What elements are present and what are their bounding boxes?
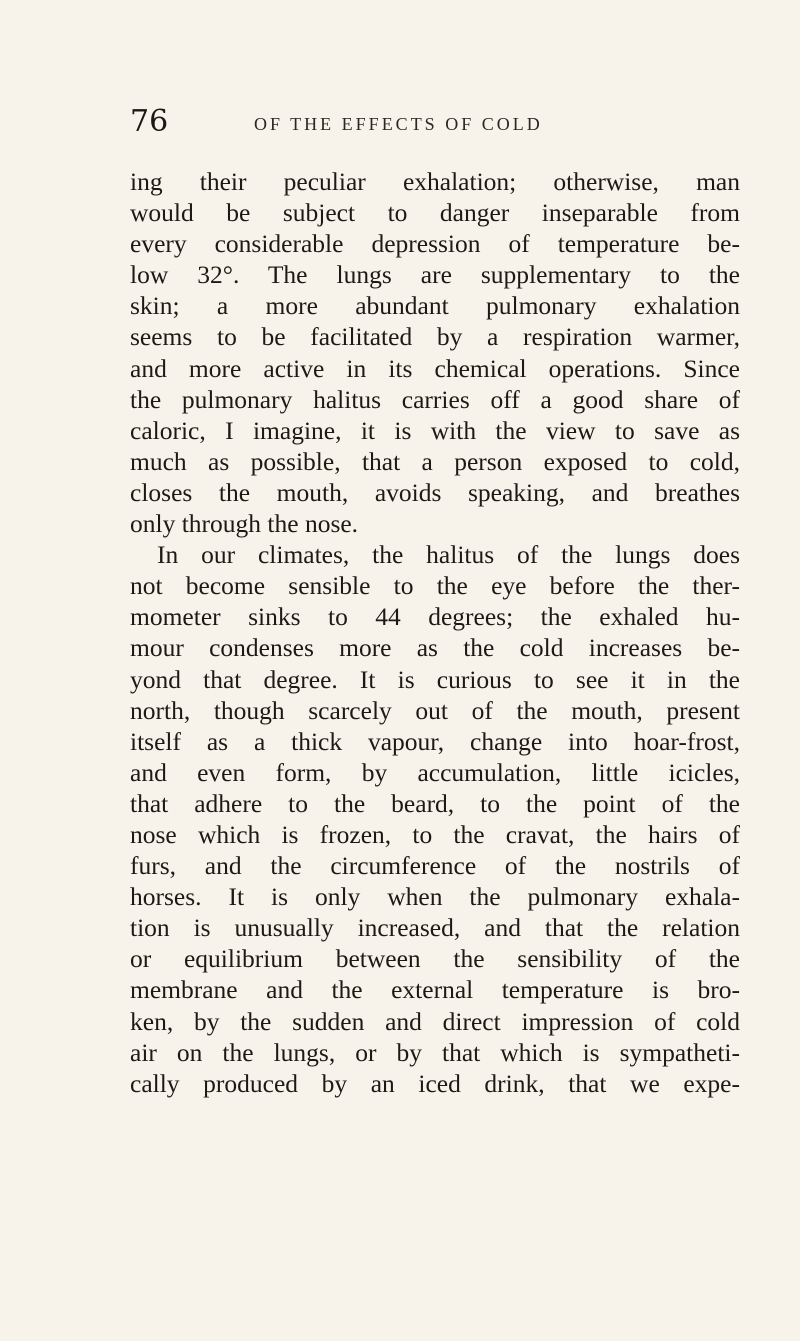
- text-line: much as possible, that a person exposed to cold,: [130, 446, 740, 476]
- text-line: north, though scarcely out of the mouth, present: [130, 695, 740, 725]
- text-line: and even form, by accumulation, little icicles,: [130, 757, 740, 787]
- body-text: [130, 166, 740, 1099]
- text-line: skin; a more abundant pulmonary exhalation: [130, 291, 740, 321]
- text-line: mour condenses more as the cold increases be-: [130, 633, 740, 663]
- text-line: and more active in its chemical operations. Since: [130, 353, 740, 383]
- text-line: the pulmonary halitus carries off a good share of: [130, 384, 740, 414]
- text-line: nose which is frozen, to the cravat, the hairs of: [130, 819, 740, 849]
- text-line: caloric, I imagine, it is with the view to save as: [130, 415, 740, 445]
- text-line: every considerable depression of temperature be-: [130, 229, 740, 259]
- paragraph-end-line: only through the nose.: [130, 509, 359, 539]
- text-line: yond that degree. It is curious to see it in the: [130, 664, 740, 694]
- text-line: mometer sinks to 44 degrees; the exhaled hu-: [130, 602, 740, 632]
- text-line: low 32°. The lungs are supplementary to the: [130, 260, 740, 290]
- text-line: not become sensible to the eye before the ther-: [130, 571, 740, 601]
- text-line: tion is unusually increased, and that the relation: [130, 913, 740, 943]
- text-line: membrane and the external temperature is bro-: [130, 975, 740, 1005]
- text-line: ing their peculiar exhalation; otherwise, man: [130, 167, 740, 196]
- text-line: seems to be facilitated by a respiration warmer,: [130, 322, 740, 352]
- paragraph-start-line: In our climates, the halitus of the lungs does: [157, 540, 740, 570]
- text-line: that adhere to the beard, to the point of the: [130, 788, 740, 818]
- text-line: furs, and the circumference of the nostrils of: [130, 851, 740, 881]
- page-number: 76: [130, 104, 169, 139]
- text-line: cally produced by an iced drink, that we expe-: [130, 1068, 740, 1098]
- text-line: or equilibrium between the sensibility of the: [130, 944, 740, 974]
- text-line: air on the lungs, or by that which is sympatheti-: [130, 1037, 740, 1067]
- text-line: horses. It is only when the pulmonary exhala-: [130, 882, 740, 912]
- page-header: [130, 104, 730, 144]
- text-line: ken, by the sudden and direct impression of cold: [130, 1006, 740, 1036]
- running-title: OF THE EFFECTS OF COLD: [254, 114, 543, 134]
- text-line: would be subject to danger inseparable from: [130, 198, 740, 228]
- text-line: itself as a thick vapour, change into hoar-frost,: [130, 726, 740, 756]
- text-line: closes the mouth, avoids speaking, and breathes: [130, 477, 740, 507]
